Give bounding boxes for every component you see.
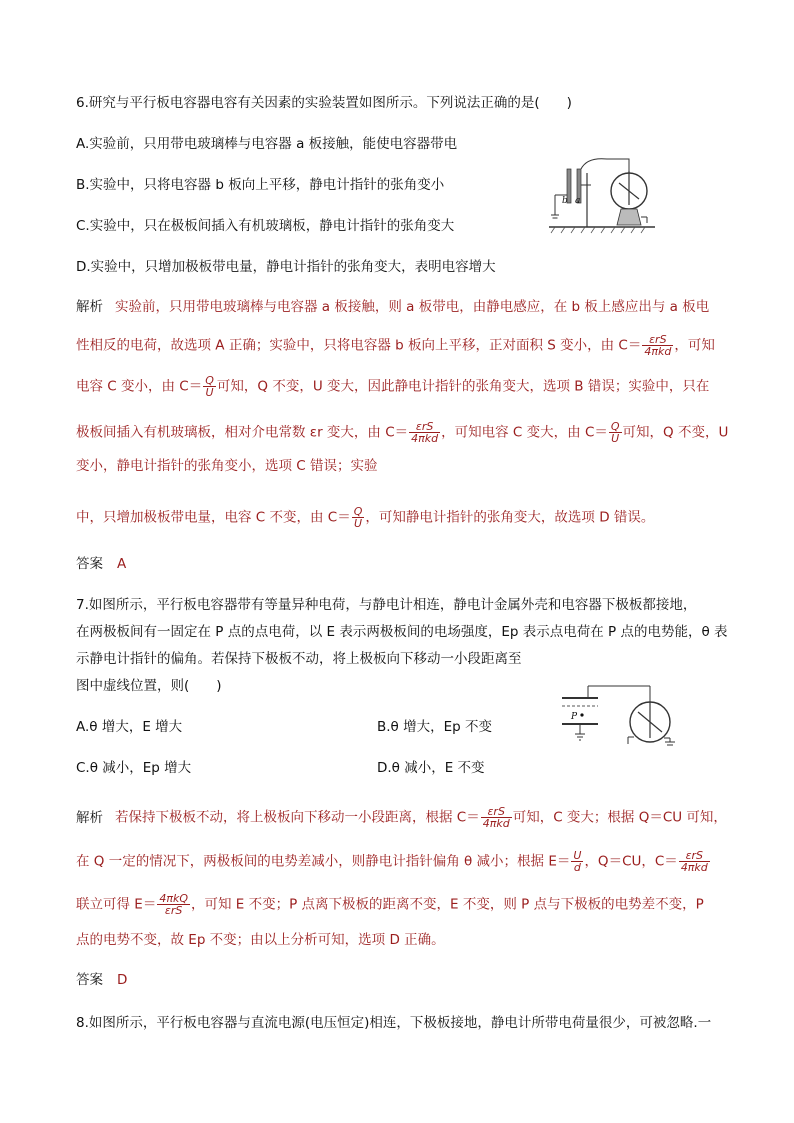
- q7-stem-line-1: 7.如图所示，平行板电容器带有等量异种电荷，与静电计相连，静电计金属外壳和电容器下极板都接地，: [76, 597, 697, 613]
- formula-fraction: $\frac{\text{εrS}}{\text{4πkd}}$: [644, 333, 672, 358]
- q6-analysis-line-2: 性相反的电荷，故选项 A 正确；实验中，只将电容器 b 板向上平移，正对面积 S 变小，由 C＝ $\frac{\text{εrS}}{\text{4πkd}}$ ，可知: [76, 333, 715, 358]
- q7-answer-value: D: [117, 972, 128, 988]
- q7-stem-line-3: 示静电计指针的偏角。若保持下极板不动，将上极板向下移动一小段距离至: [76, 651, 522, 667]
- plate-a-label: a: [575, 196, 581, 206]
- point-p-label: P: [571, 712, 578, 722]
- q6-analysis-line-1: 解析 实验前，只用带电玻璃棒与电容器 a 板接触，则 a 板带电，由静电感应，在 b 板上感应出与 a 板电: [76, 299, 710, 315]
- q7-option-c: C.θ 减小，Ep 增大: [76, 760, 192, 776]
- q6-answer-value: A: [117, 556, 127, 572]
- formula-fraction: $\frac{U}{d}$: [573, 849, 582, 874]
- q7-option-a: A.θ 增大，E 增大: [76, 719, 183, 735]
- q7-answer: 答案 D: [76, 972, 128, 988]
- plate-b-label: b: [562, 196, 568, 206]
- formula-fraction: $\frac{Q}{U}$: [353, 505, 363, 530]
- q7-options-row-2: [76, 758, 485, 778]
- formula-fraction: $\frac{\text{εrS}}{\text{4πkd}}$: [411, 420, 439, 445]
- formula-fraction: $\frac{Q}{U}$: [610, 420, 620, 445]
- capacitor-electrometer-figure: [547, 155, 657, 240]
- q6-option-b: B.实验中，只将电容器 b 板向上平移，静电计指针的张角变小: [76, 177, 445, 193]
- capacitor-electrometer-figure-q7: [558, 682, 683, 750]
- q6-option-d: D.实验中，只增加极板带电量，静电计指针的张角变大，表明电容增大: [76, 259, 496, 275]
- q7-option-b: B.θ 增大，Ep 不变: [377, 719, 492, 735]
- q7-analysis-line-4: 点的电势不变，故 Ep 不变；由以上分析可知，选项 D 正确。: [76, 932, 445, 948]
- q6-option-a: A.实验前，只用带电玻璃棒与电容器 a 板接触，能使电容器带电: [76, 136, 458, 152]
- q8-stem-line-1: 8.如图所示，平行板电容器与直流电源(电压恒定)相连，下极板接地，静电计所带电荷量很少，可被忽略.一: [76, 1015, 712, 1031]
- q7-option-d: D.θ 减小，E 不变: [377, 760, 485, 776]
- formula-fraction: $\frac{\text{εrS}}{\text{4πkd}}$: [680, 849, 708, 874]
- q6-analysis-line-3: 电容 C 变小，由 C＝ $\frac{Q}{U}$ 可知，Q 不变，U 变大，因此静电计指针的张角变大，选项 B 错误；实验中，只在: [76, 374, 710, 399]
- formula-fraction: $\frac{Q}{U}$: [205, 374, 214, 399]
- q7-options-row-1: [76, 717, 492, 737]
- analysis-tag: 解析: [76, 299, 103, 315]
- q7-stem-line-2: 在两极板间有一固定在 P 点的点电荷，以 E 表示两极板间的电场强度，Ep 表示点电荷在 P 点的电势能，θ 表: [76, 624, 728, 640]
- q7-analysis-line-1: 解析 若保持下极板不动，将上极板向下移动一小段距离，根据 C＝ $\frac{\text{εrS}}{\text{4πkd}}$ 可知，C 变大；根据 Q＝CU 可知，: [76, 805, 727, 830]
- q7-analysis-line-2: 在 Q 一定的情况下，两极板间的电势差减小，则静电计指针偏角 θ 减小；根据 E＝ $\frac{U}{d}$ ，Q＝CU，C＝ $\frac{\text{εrS}}{\text{4πkd}}$: [76, 849, 708, 874]
- analysis-tag: 解析: [76, 809, 103, 826]
- q6-analysis-line-6: 中，只增加极板带电量，电容 C 不变，由 C＝ $\frac{Q}{U}$ ，可知静电计指针的张角变大，故选项 D 错误。: [76, 505, 655, 530]
- q6-analysis-line-5: 变小，静电计指针的张角变小，选项 C 错误；实验: [76, 458, 378, 474]
- q7-stem-line-4: 图中虚线位置，则( ): [76, 678, 222, 694]
- formula-fraction: $\frac{\text{4πkQ}}{\text{εrS}}$: [159, 892, 188, 917]
- formula-fraction: $\frac{\text{εrS}}{\text{4πkd}}$: [482, 805, 510, 830]
- q6-analysis-line-4: 极板间插入有机玻璃板，相对介电常数 εr 变大，由 C＝ $\frac{\text{εrS}}{\text{4πkd}}$ ，可知电容 C 变大，由 C＝ $\frac{Q}{U}$ 可知，Q 不变，U: [76, 420, 729, 445]
- q7-analysis-line-3: 联立可得 E＝ $\frac{\text{4πkQ}}{\text{εrS}}$ ，可知 E 不变；P 点离下极板的距离不变，E 不变，则 P 点与下极板的电势差不变，P: [76, 892, 704, 917]
- q6-option-c: C.实验中，只在极板间插入有机玻璃板，静电计指针的张角变大: [76, 218, 455, 234]
- q6-answer: 答案 A: [76, 556, 127, 572]
- q6-stem: 6.研究与平行板电容器电容有关因素的实验装置如图所示。下列说法正确的是( ): [76, 95, 572, 111]
